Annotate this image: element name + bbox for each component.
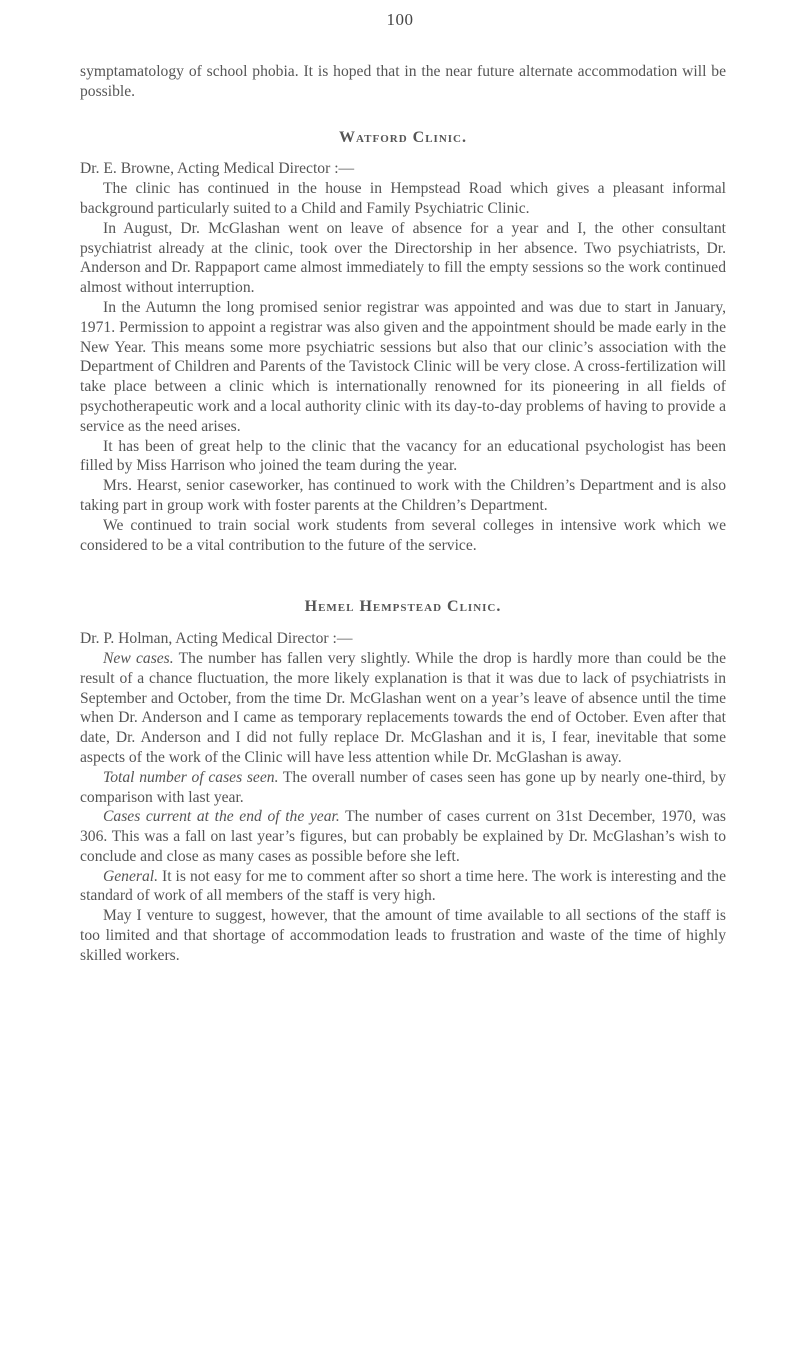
subsection-paragraph [80,768,726,808]
subsection-label: Cases current at the end of the year. [103,808,340,826]
subsection-text: The overall number of cases seen has gone up by nearly one-third, by comparison with last year. [80,768,726,806]
subsection-text: It is not easy for me to comment after so short a time here. The work is interesting and the standard of work of all members of the staff is very high. [80,867,726,905]
paragraph: The clinic has continued in the house in Hempstead Road which gives a pleasant informal background particularly suited to a Child and Family Psychiatric Clinic. [80,180,726,217]
page-body [80,62,726,966]
subsection-paragraph [80,807,726,866]
director-line-watford: Dr. E. Browne, Acting Medical Director :— [80,160,355,178]
subsection-label: General. [103,867,158,885]
paragraph: We continued to train social work students from several colleges in intensive work which we considered to be a vital contribution to the future of the service. [80,516,726,554]
section-heading-hemel-hempstead-clinic: Hemel Hempstead Clinic. [304,598,502,616]
director-line-hemel-hempstead: Dr. P. Holman, Acting Medical Director :— [80,630,353,648]
subsection-label: Total number of cases seen. [103,768,279,786]
subsection-text: The number has fallen very slightly. While the drop is hardly more than could be the result of a chance fluctuation, the more likely explanation is that it was due to lack of psychiatrists in September and October, from the time Dr. McGlashan went on a year’s leave of absence until the time when Dr. Anderson and I came as temporary replacements towards the end of October. Even after that date, Dr. Anderson and I did not fully replace Dr. McGlashan and it is, I fear, inevitable that some aspects of the work of the Clinic will have less attention while Dr. McGlashan is away. [80,649,726,766]
paragraph: Mrs. Hearst, senior caseworker, has continued to work with the Children’s Department and is also taking part in group work with foster parents at the Children’s Department. [80,477,726,514]
paragraph: In August, Dr. McGlashan went on leave of absence for a year and I, the other consultant psychiatrist already at the clinic, took over the Directorship in her absence. Two psychiatrists, Dr. Anderson and Dr. Rappaport came almost immediately to fill the empty sessions so the work continued almost without interruption. [80,219,726,297]
paragraph: It has been of great help to the clinic that the vacancy for an educational psychologist has been filled by Miss Harrison who joined the team during the year. [80,437,726,475]
subsection-paragraph [80,867,726,907]
subsection-paragraph [80,649,726,768]
section-heading-watford-clinic: Watford Clinic. [339,128,467,146]
opening-paragraph: symptamatology of school phobia. It is hoped that in the near future alternate accommodation will be possible. [80,63,726,100]
subsection-text: The number of cases current on 31st December, 1970, was 306. This was a fall on last year’s figures, but can probably be explained by Dr. McGlashan’s wish to conclude and close as many cases as possible before she left. [80,808,726,865]
paragraph: In the Autumn the long promised senior registrar was appointed and was due to start in January, 1971. Permission to appoint a registrar was also given and the appointment should be made early in the New Year. This means some more psychiatric sessions but also that our clinic’s association with the Department of Children and Parents of the Tavistock Clinic will be very close. A cross-fertilization will take place between a clinic which is internationally renowned for its pioneering in all fields of psychotherapeutic work and a local authority clinic with its day-to-day problems of having to provide a service as the need arises. [80,298,726,435]
page-number: 100 [386,10,414,29]
closing-paragraph: May I venture to suggest, however, that the amount of time available to all sections of the staff is too limited and that shortage of accommodation leads to frustration and waste of the time of highly skilled workers. [80,907,726,964]
subsection-label: New cases. [103,649,174,667]
